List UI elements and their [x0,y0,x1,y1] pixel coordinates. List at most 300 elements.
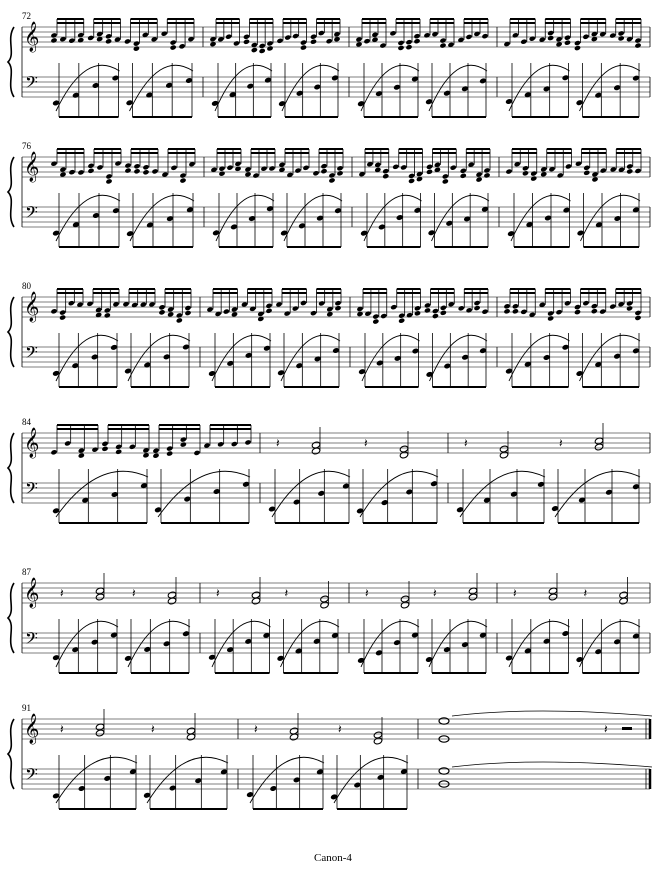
note-head [564,35,571,41]
note-head [460,173,467,179]
note-head [104,312,111,318]
note-head [87,35,94,41]
quarter-rest-icon: 𝄽 [513,586,517,600]
note-head [458,305,465,311]
brace [8,297,14,367]
slur [212,621,271,667]
note-head [180,437,187,443]
note-head [440,310,447,316]
note-head [522,170,529,176]
slur [509,621,570,667]
note-head [634,42,641,48]
note-head [105,38,112,44]
note-head [142,169,149,175]
note-head [336,165,343,171]
note-head [634,315,641,321]
note-head [400,164,407,170]
note-head [184,305,191,311]
slur [284,195,342,241]
note-head [77,169,84,175]
note-head [142,164,149,170]
slur [580,335,641,381]
measure-number: 91 [22,703,31,713]
note-head [334,305,341,311]
slur [581,195,641,241]
note-head [310,39,317,45]
half-note [548,593,557,601]
note-head [284,34,291,40]
note-head [439,42,446,48]
tie [452,711,652,716]
system [8,703,652,809]
note-head [413,38,420,44]
note-head [231,441,238,447]
note-head [251,47,258,53]
note-head [170,165,177,171]
quarter-rest-icon: 𝄽 [604,722,608,736]
measure-number: 80 [22,281,31,291]
note-head [243,34,250,40]
treble-clef-icon: 𝄞 [24,428,40,458]
slur [362,335,420,381]
note-head [218,171,225,177]
note-head [503,303,510,309]
note-head [243,39,250,45]
note-head [363,38,370,44]
note-head [170,44,177,50]
slur [364,195,422,241]
note-head [129,444,136,450]
note-head [225,34,232,40]
slur [56,65,120,111]
note-head [161,31,168,37]
note-head [414,310,421,316]
system [8,141,650,247]
note-head [529,36,536,42]
note-head [166,446,173,452]
note-head [133,163,140,169]
slur [282,65,339,111]
slur [580,65,641,111]
slur [361,65,419,111]
slur [56,335,118,381]
note-head [87,163,94,169]
note-head [439,37,446,43]
note-head [547,35,554,41]
note-head [398,318,405,324]
bass-clef-icon: 𝄢 [25,202,38,226]
note-head [334,300,341,306]
note-head [124,38,131,44]
slur [429,621,487,667]
note-head [599,308,606,314]
note-head [68,169,75,175]
note-head [179,172,186,178]
note-head [300,300,307,306]
slur [130,195,194,241]
note-head [634,37,641,43]
note-head [390,304,397,310]
note-head [382,168,389,174]
slur [56,621,118,667]
slur [430,335,488,381]
quarter-rest-icon: 𝄽 [60,586,64,600]
note-head [133,46,140,52]
note-head [481,309,488,315]
note-head [547,310,554,316]
note-head [180,442,187,448]
note-head [530,175,537,181]
note-head [634,310,641,316]
note-head [320,163,327,169]
note-head [59,314,66,320]
note-head [218,166,225,172]
bass-clef-icon: 𝄢 [25,72,38,96]
note-head [77,32,84,38]
note-head [217,441,224,447]
note-head [326,38,333,44]
note-head [294,167,301,173]
note-head [547,30,554,36]
note-head [474,300,481,306]
half-note [95,593,104,601]
brace [8,157,14,227]
note-head [557,172,564,178]
note-head [260,166,267,172]
brace [8,433,14,503]
slur [429,65,487,111]
note-head [481,33,488,39]
slur [281,335,340,381]
quarter-rest-icon: 𝄽 [583,586,588,600]
brace [8,583,14,653]
note-head [265,308,272,314]
note-head [114,160,121,166]
note-head [115,449,122,455]
note-head [68,300,75,306]
measure-number: 72 [22,11,31,21]
note-head [133,168,140,174]
note-head [442,173,449,179]
note-head [530,170,537,176]
slur [360,471,438,517]
quarter-rest-icon: 𝄽 [338,722,342,736]
slur [361,621,419,667]
slur [509,65,570,111]
treble-clef-icon: 𝄞 [24,22,40,52]
note-head [158,304,165,310]
note-head [96,164,103,170]
note-head [476,176,483,182]
note-head [50,161,57,167]
half-note [400,601,409,609]
note-head [105,173,112,179]
quarter-rest-icon: 𝄽 [216,586,220,600]
note-head [176,317,183,323]
slur [511,195,571,241]
slur [56,471,148,517]
slur [250,757,324,803]
slur [56,757,137,803]
note-head [266,40,273,46]
note-head [133,41,140,47]
slur [212,335,271,381]
note-head [397,40,404,46]
note-head [300,45,307,51]
note-head [618,35,625,41]
slur [130,65,194,111]
note-head [302,165,309,171]
note-head [166,451,173,457]
slur [580,621,641,667]
quarter-rest-icon: 𝄽 [284,586,289,600]
note-head [259,48,266,54]
note-head [582,300,589,306]
brace [8,27,14,97]
note-head [50,32,57,38]
note-head [565,163,572,169]
note-head [336,170,343,176]
slur [509,335,570,381]
note-head [505,168,512,174]
note-head [564,300,571,306]
note-head [318,300,325,306]
note-head [105,178,112,184]
slur [216,195,274,241]
note-head [406,312,413,318]
note-head [105,33,112,39]
tie [452,762,652,767]
half-note [594,443,603,451]
note-head [583,170,590,176]
note-head [626,305,633,311]
note-head [276,38,283,44]
note-head [87,168,94,174]
note-head [170,39,177,45]
half-note [399,451,408,459]
note-head [520,309,527,315]
note-head [634,168,641,174]
note-head [176,312,183,318]
note-head [184,310,191,316]
slur [147,757,228,803]
note-head [609,303,616,309]
note-head [241,301,248,307]
note-head [64,440,71,446]
note-head [77,37,84,43]
slur [555,471,640,517]
note-head [440,305,447,311]
half-note [95,729,104,737]
note-head [512,32,519,38]
note-head [397,45,404,51]
note-head [124,167,131,173]
note-head [483,172,490,178]
note-head [312,170,319,176]
note-head [474,305,481,311]
quarter-rest-icon: 𝄽 [365,586,369,600]
note-head [426,169,433,175]
slur [158,471,250,517]
slur [56,195,120,241]
slur [128,335,190,381]
note-head [382,173,389,179]
note-head [152,453,159,459]
treble-clef-icon: 𝄞 [24,578,40,608]
system [8,567,650,673]
measure-number: 76 [22,141,31,151]
slur [460,471,545,517]
quarter-rest-icon: 𝄽 [276,436,280,450]
note-head [582,34,589,40]
quarter-rest-icon: 𝄽 [464,436,468,450]
treble-clef-icon: 𝄞 [24,152,40,182]
treble-clef-icon: 𝄞 [24,292,40,322]
slur [272,471,350,517]
note-head [547,315,554,321]
note-head [626,168,633,174]
half-note [468,593,477,601]
note-head [512,308,519,314]
note-head [310,310,317,316]
note-head [234,161,241,167]
note-head [372,313,379,319]
system [8,11,650,117]
quarter-rest-icon: 𝄽 [151,722,155,736]
note-head [583,165,590,171]
bass-clef-icon: 𝄢 [25,628,38,652]
note-head [379,42,386,48]
note-head [115,444,122,450]
note-head [460,168,467,174]
note-head [233,40,240,46]
note-head [179,43,186,49]
note-head [626,300,633,306]
slur [215,65,272,111]
note-head [380,313,387,319]
note-head [284,311,291,317]
note-head [259,43,266,49]
note-head [564,40,571,46]
note-head [512,303,519,309]
measure-number: 84 [22,417,31,427]
note-head [413,33,420,39]
note-head [405,44,412,50]
note-head [414,305,421,311]
note-head [626,163,633,169]
half-note [499,451,508,459]
note-head [483,167,490,173]
measure-number: 87 [22,567,31,577]
bass-clef-icon: 𝄢 [25,478,38,502]
system [8,281,650,387]
note-head [265,303,272,309]
note-head [574,40,581,46]
note-head [556,309,563,315]
note-head [389,30,396,36]
bass-clef-icon: 𝄢 [25,342,38,366]
note-head [59,309,66,315]
note-head [292,305,299,311]
note-head [423,32,430,38]
quarter-rest-icon: 𝄽 [364,436,368,450]
note-head [101,441,108,447]
note-head [405,39,412,45]
note-head [300,40,307,46]
note-head [392,164,399,170]
note-head [426,164,433,170]
note-head [252,173,259,179]
note-head [609,33,616,39]
note-head [520,39,527,45]
treble-clef-icon: 𝄞 [24,714,40,744]
system [8,417,650,523]
note-head [50,308,57,314]
note-head [50,37,57,43]
half-note [320,601,329,609]
note-head [398,313,405,319]
note-head [234,166,241,172]
note-head [465,34,472,40]
note-head [408,173,415,179]
note-head [574,304,581,310]
note-head [101,446,108,452]
note-head [372,318,379,324]
note-head [226,165,233,171]
note-head [522,165,529,171]
note-head [424,307,431,313]
note-head [320,168,327,174]
quarter-rest-icon: 𝄽 [60,722,64,736]
brace [8,719,14,789]
note-head [151,168,158,174]
note-head [223,309,230,315]
half-note [373,737,382,745]
quarter-rest-icon: 𝄽 [559,436,563,450]
note-head [408,178,415,184]
slur [128,621,190,667]
quarter-rest-icon: 𝄽 [132,586,136,600]
note-head [432,313,439,319]
note-head [193,450,200,456]
note-head [424,302,431,308]
note-head [50,449,57,455]
note-head [442,178,449,184]
quarter-rest-icon: 𝄽 [254,722,258,736]
note-head [610,166,617,172]
note-head [244,439,251,445]
note-head [78,453,85,459]
note-head [591,303,598,309]
bass-clef-icon: 𝄢 [25,764,38,788]
note-head [575,161,582,167]
page-footer: Canon-4 [314,852,352,864]
note-head [364,311,371,317]
note-head [432,308,439,314]
note-head [466,307,473,313]
slur [281,621,340,667]
note-head [268,165,275,171]
note-head [591,308,598,314]
note-head [450,165,457,171]
note-head [503,308,510,314]
note-head [266,45,273,51]
note-head [292,33,299,39]
note-head [158,309,165,315]
note-head [328,172,335,178]
note-head [206,306,213,312]
note-head [310,34,317,40]
